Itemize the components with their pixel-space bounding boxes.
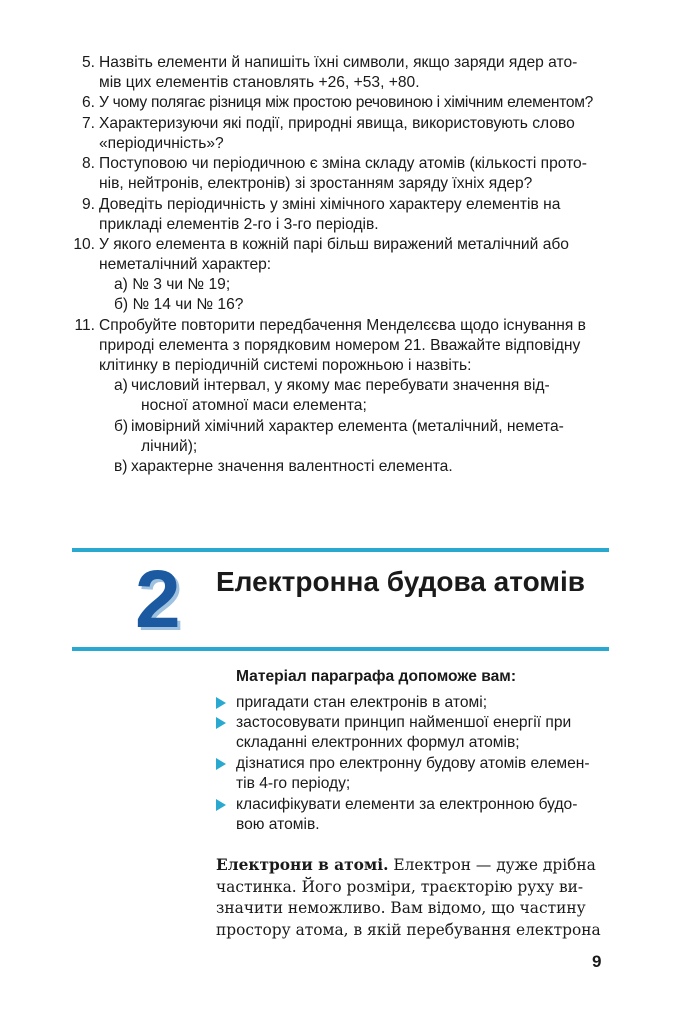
question-line: У якого елемента в кожній парі більш виражений металічний або [99, 236, 569, 253]
question-line: прикладі елементів 2-го і 3-го періодів. [99, 216, 379, 233]
section-bottom-rule [72, 647, 609, 651]
question-line: нів, нейтронів, електронів) зі зростанням заряду їхніх ядер? [99, 175, 533, 192]
question-line: природі елемента з порядковим номером 21. Вважайте відповідну [99, 337, 581, 354]
section-number: 2 [135, 554, 181, 645]
body-line: простору атома, в якій перебування електрона [216, 920, 601, 939]
question-number: 10. [73, 236, 95, 253]
goal-text [236, 754, 609, 794]
page-number: 9 [592, 952, 602, 971]
question-6 [0, 93, 692, 113]
goal-line: класифікувати елементи за електронною будо- [236, 796, 578, 813]
goal-line: пригадати стан електронів в атомі; [236, 694, 488, 711]
option-line: лічний); [141, 438, 198, 455]
option-text [131, 457, 609, 477]
question-11-option-b [114, 417, 609, 457]
question-7 [0, 114, 692, 154]
goal-line: дізнатися про електронну будову атомів елемен- [236, 755, 590, 772]
option-label: в) [114, 458, 128, 475]
body-line-text: Електрон — дуже дрібна [388, 856, 596, 874]
goal-item [216, 713, 609, 753]
body-line [216, 855, 609, 877]
goal-line: вою атомів. [236, 816, 320, 833]
question-9 [0, 195, 692, 235]
question-text [99, 154, 609, 194]
goal-line: тів 4-го періоду; [236, 775, 351, 792]
question-line: Доведіть періодичність у зміні хімічного характеру елементів на [99, 196, 561, 213]
question-number: 8. [81, 155, 95, 172]
question-8 [0, 154, 692, 194]
question-5 [0, 53, 692, 93]
option-line: носної атомної маси елемента; [141, 397, 367, 414]
arrow-bullet-icon [216, 799, 226, 811]
goal-item [216, 795, 609, 835]
question-10-option-b: б) № 14 чи № 16? [114, 296, 244, 313]
goal-item [216, 754, 609, 794]
question-11-option-c [114, 457, 609, 477]
question-number: 11. [74, 317, 95, 334]
option-line: характерне значення валентності елемента. [131, 458, 453, 475]
body-line: частинка. Його розміри, траєкторію руху ви- [216, 877, 584, 896]
question-line: Поступовою чи періодичною є зміна складу атомів (кількості прото- [99, 155, 587, 172]
arrow-bullet-icon [216, 697, 226, 709]
section-top-rule [72, 548, 609, 552]
question-text [99, 114, 609, 154]
question-11-option-a [114, 376, 609, 416]
question-line: клітинку в періодичній системі порожньою і назвіть: [99, 357, 472, 374]
question-line: Характеризуючи які події, природні явища, використовують слово [99, 115, 575, 132]
question-text [99, 195, 609, 235]
question-number: 5. [81, 54, 95, 71]
goal-text [236, 713, 609, 753]
body-paragraph [216, 855, 609, 941]
question-11 [0, 316, 692, 376]
arrow-bullet-icon [216, 717, 226, 729]
question-text [99, 53, 609, 93]
option-line: числовий інтервал, у якому має перебувати значення від- [131, 377, 550, 394]
question-line: У чому полягає різниця між простою речовиною і хімічним елементом? [99, 94, 594, 111]
option-text [131, 376, 609, 416]
body-line: значити неможливо. Вам відомо, що частину [216, 899, 586, 917]
question-line: Спробуйте повторити передбачення Менделєєва щодо існування в [99, 317, 586, 334]
question-line: «періодичність»? [99, 135, 224, 152]
body-lead-in: Електрони в атомі. [216, 856, 389, 874]
section-title: Електронна будова атомів [216, 566, 586, 597]
goal-text [236, 693, 609, 713]
goal-line: складанні електронних формул атомів; [236, 734, 520, 751]
goal-line: застосовувати принцип найменшої енергії при [236, 714, 572, 731]
goal-item [216, 693, 609, 713]
question-line: неметалічний характер: [99, 256, 272, 273]
question-text [99, 235, 609, 275]
option-label: а) [114, 377, 128, 394]
question-line: мів цих елементів становлять +26, +53, +80. [99, 74, 420, 91]
option-text [131, 417, 609, 457]
question-10 [0, 235, 692, 275]
question-number: 7. [81, 115, 95, 132]
arrow-bullet-icon [216, 758, 226, 770]
question-number: 6. [81, 94, 95, 111]
goal-text [236, 795, 609, 835]
option-label: б) [114, 418, 129, 435]
question-10-option-a: а) № 3 чи № 19; [114, 276, 231, 293]
question-number: 9. [81, 196, 95, 213]
question-line: Назвіть елементи й напишіть їхні символи, якщо заряди ядер ато- [99, 54, 578, 71]
question-text [99, 93, 609, 113]
goals-heading: Матеріал параграфа допоможе вам: [236, 668, 517, 685]
option-line: імовірний хімічний характер елемента (металічний, немета- [131, 418, 564, 435]
question-text [99, 316, 609, 376]
